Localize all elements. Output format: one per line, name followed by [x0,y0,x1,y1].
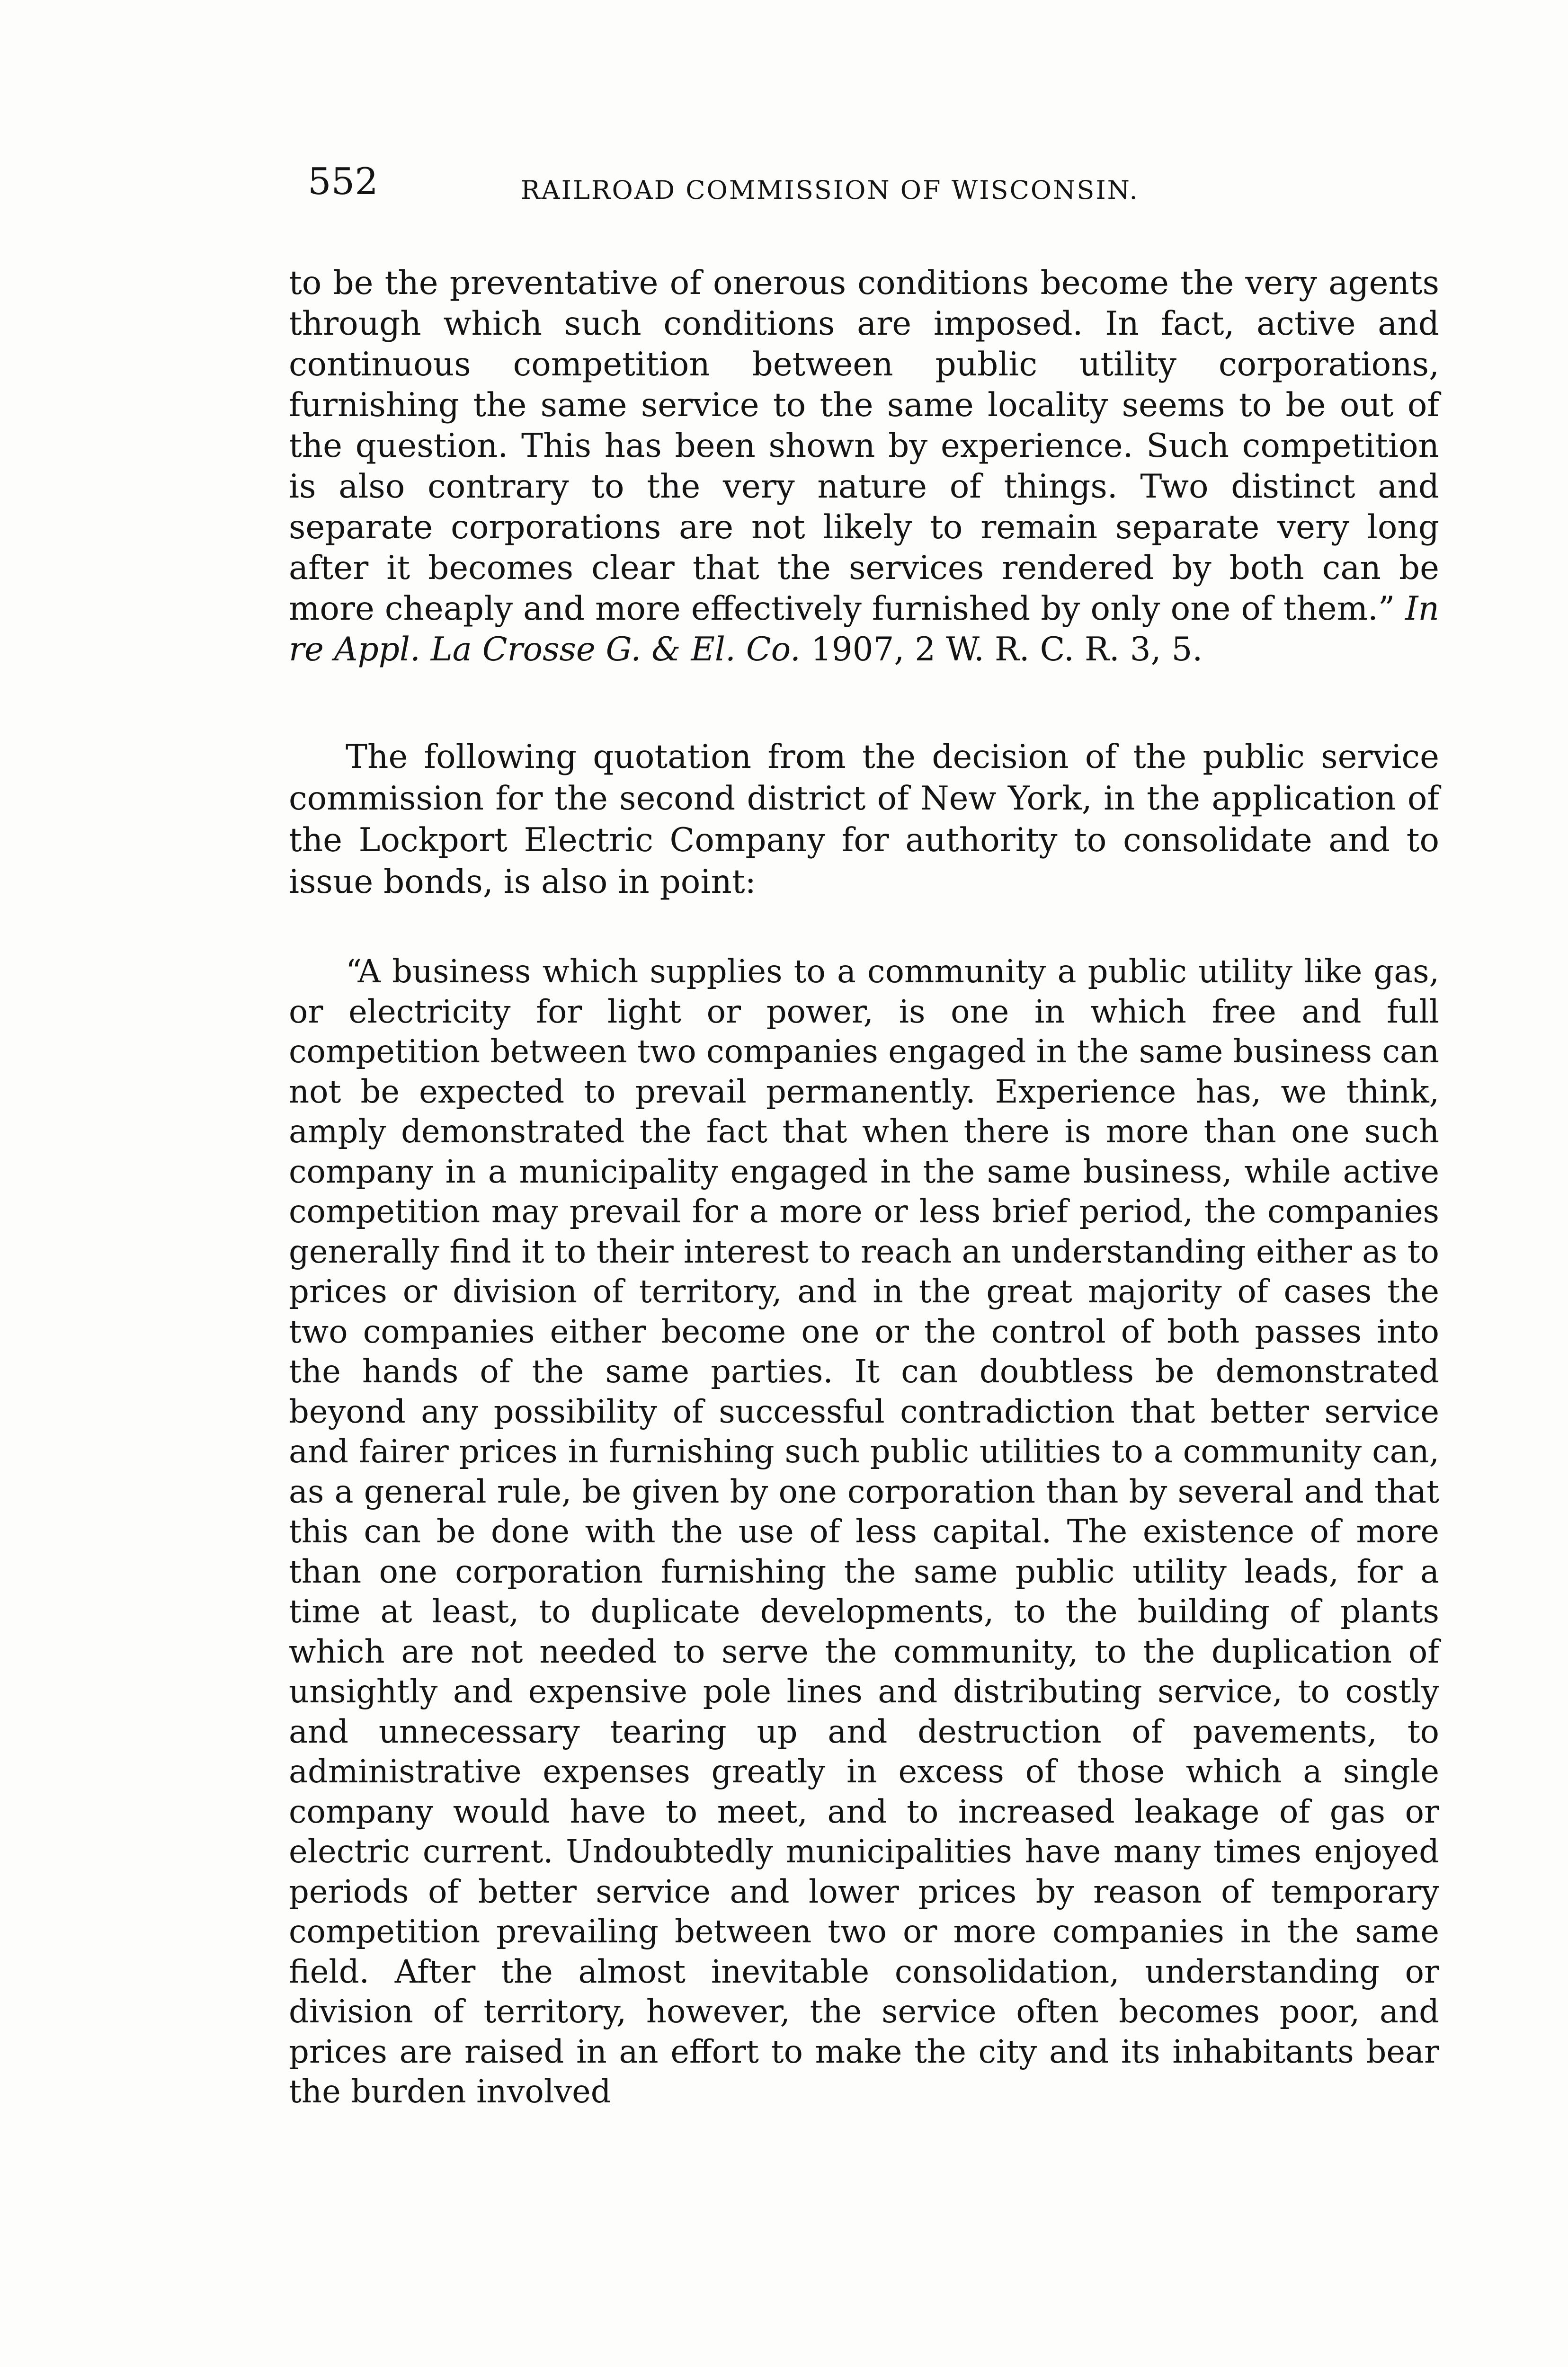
continuation-paragraph [289,263,1439,670]
intro-paragraph: The following quotation from the decision of the public service commission for the second district of New York, in the application of the Lockport Electric Company for authority to consolidate and to issue bonds, is also in point: [289,738,1439,901]
citation-reference: 1907, 2 W. R. C. R. 3, 5. [811,631,1203,668]
quoted-passage: “A business which supplies to a community a public utility like gas, or electricity for light or power, is one in which free and full competition between two companies engaged in the same business can not be expected to prevail permanently. Experience has, we think, amply demonstrated the fact that when there is more than one such company in a municipality engaged in the same business, while active competition may prevail for a more or less brief period, the companies generally find it to their interest to reach an understanding either as to prices or division of territory, and in the great majority of cases the two companies either become one or the control of both passes into the hands of the same parties. It can doubtless be demonstrated beyond any possibility of successful contradiction that better service and fairer prices in furnishing such public utilities to a community can, as a general rule, be given by one corporation than by several and that this can be done with the use of less capital. The existence of more than one corporation furnishing the same public utility leads, for a time at least, to duplicate developments, to the building of plants which are not needed to serve the community, to the duplication of unsightly and expensive pole lines and distributing service, to costly and unnecessary tearing up and destruction of pavements, to administrative expenses greatly in excess of those which a single company would have to meet, and to increased leakage of gas or electric current. Undoubtedly municipalities have many times enjoyed periods of better service and lower prices by reason of temporary competition prevailing between two or more companies in the same field. After the almost inevitable consolidation, understanding or division of territory, however, the service often becomes poor, and prices are raised in an effort to make the city and its inhabitants bear the burden involved [289,953,1439,2110]
continuation-text: to be the preventative of onerous conditions become the very agents through which such conditions are imposed. In fact, active and continuous competition between public utility corporations, furnishing the same service to the same locality seems to be out of the question. This has been shown by experience. Such competition is also contrary to the very nature of things. Two distinct and separate corporations are not likely to remain separate very long after it becomes clear that the services rendered by both can be more cheaply and more effectively furnished by only one of them.” [289,264,1439,628]
page-number: 552 [308,160,378,203]
running-head: RAILROAD COMMISSION OF WISCONSIN. [521,175,1139,205]
citation-case-name: In re Appl. La Crosse G. & El. Co. [289,590,1439,668]
